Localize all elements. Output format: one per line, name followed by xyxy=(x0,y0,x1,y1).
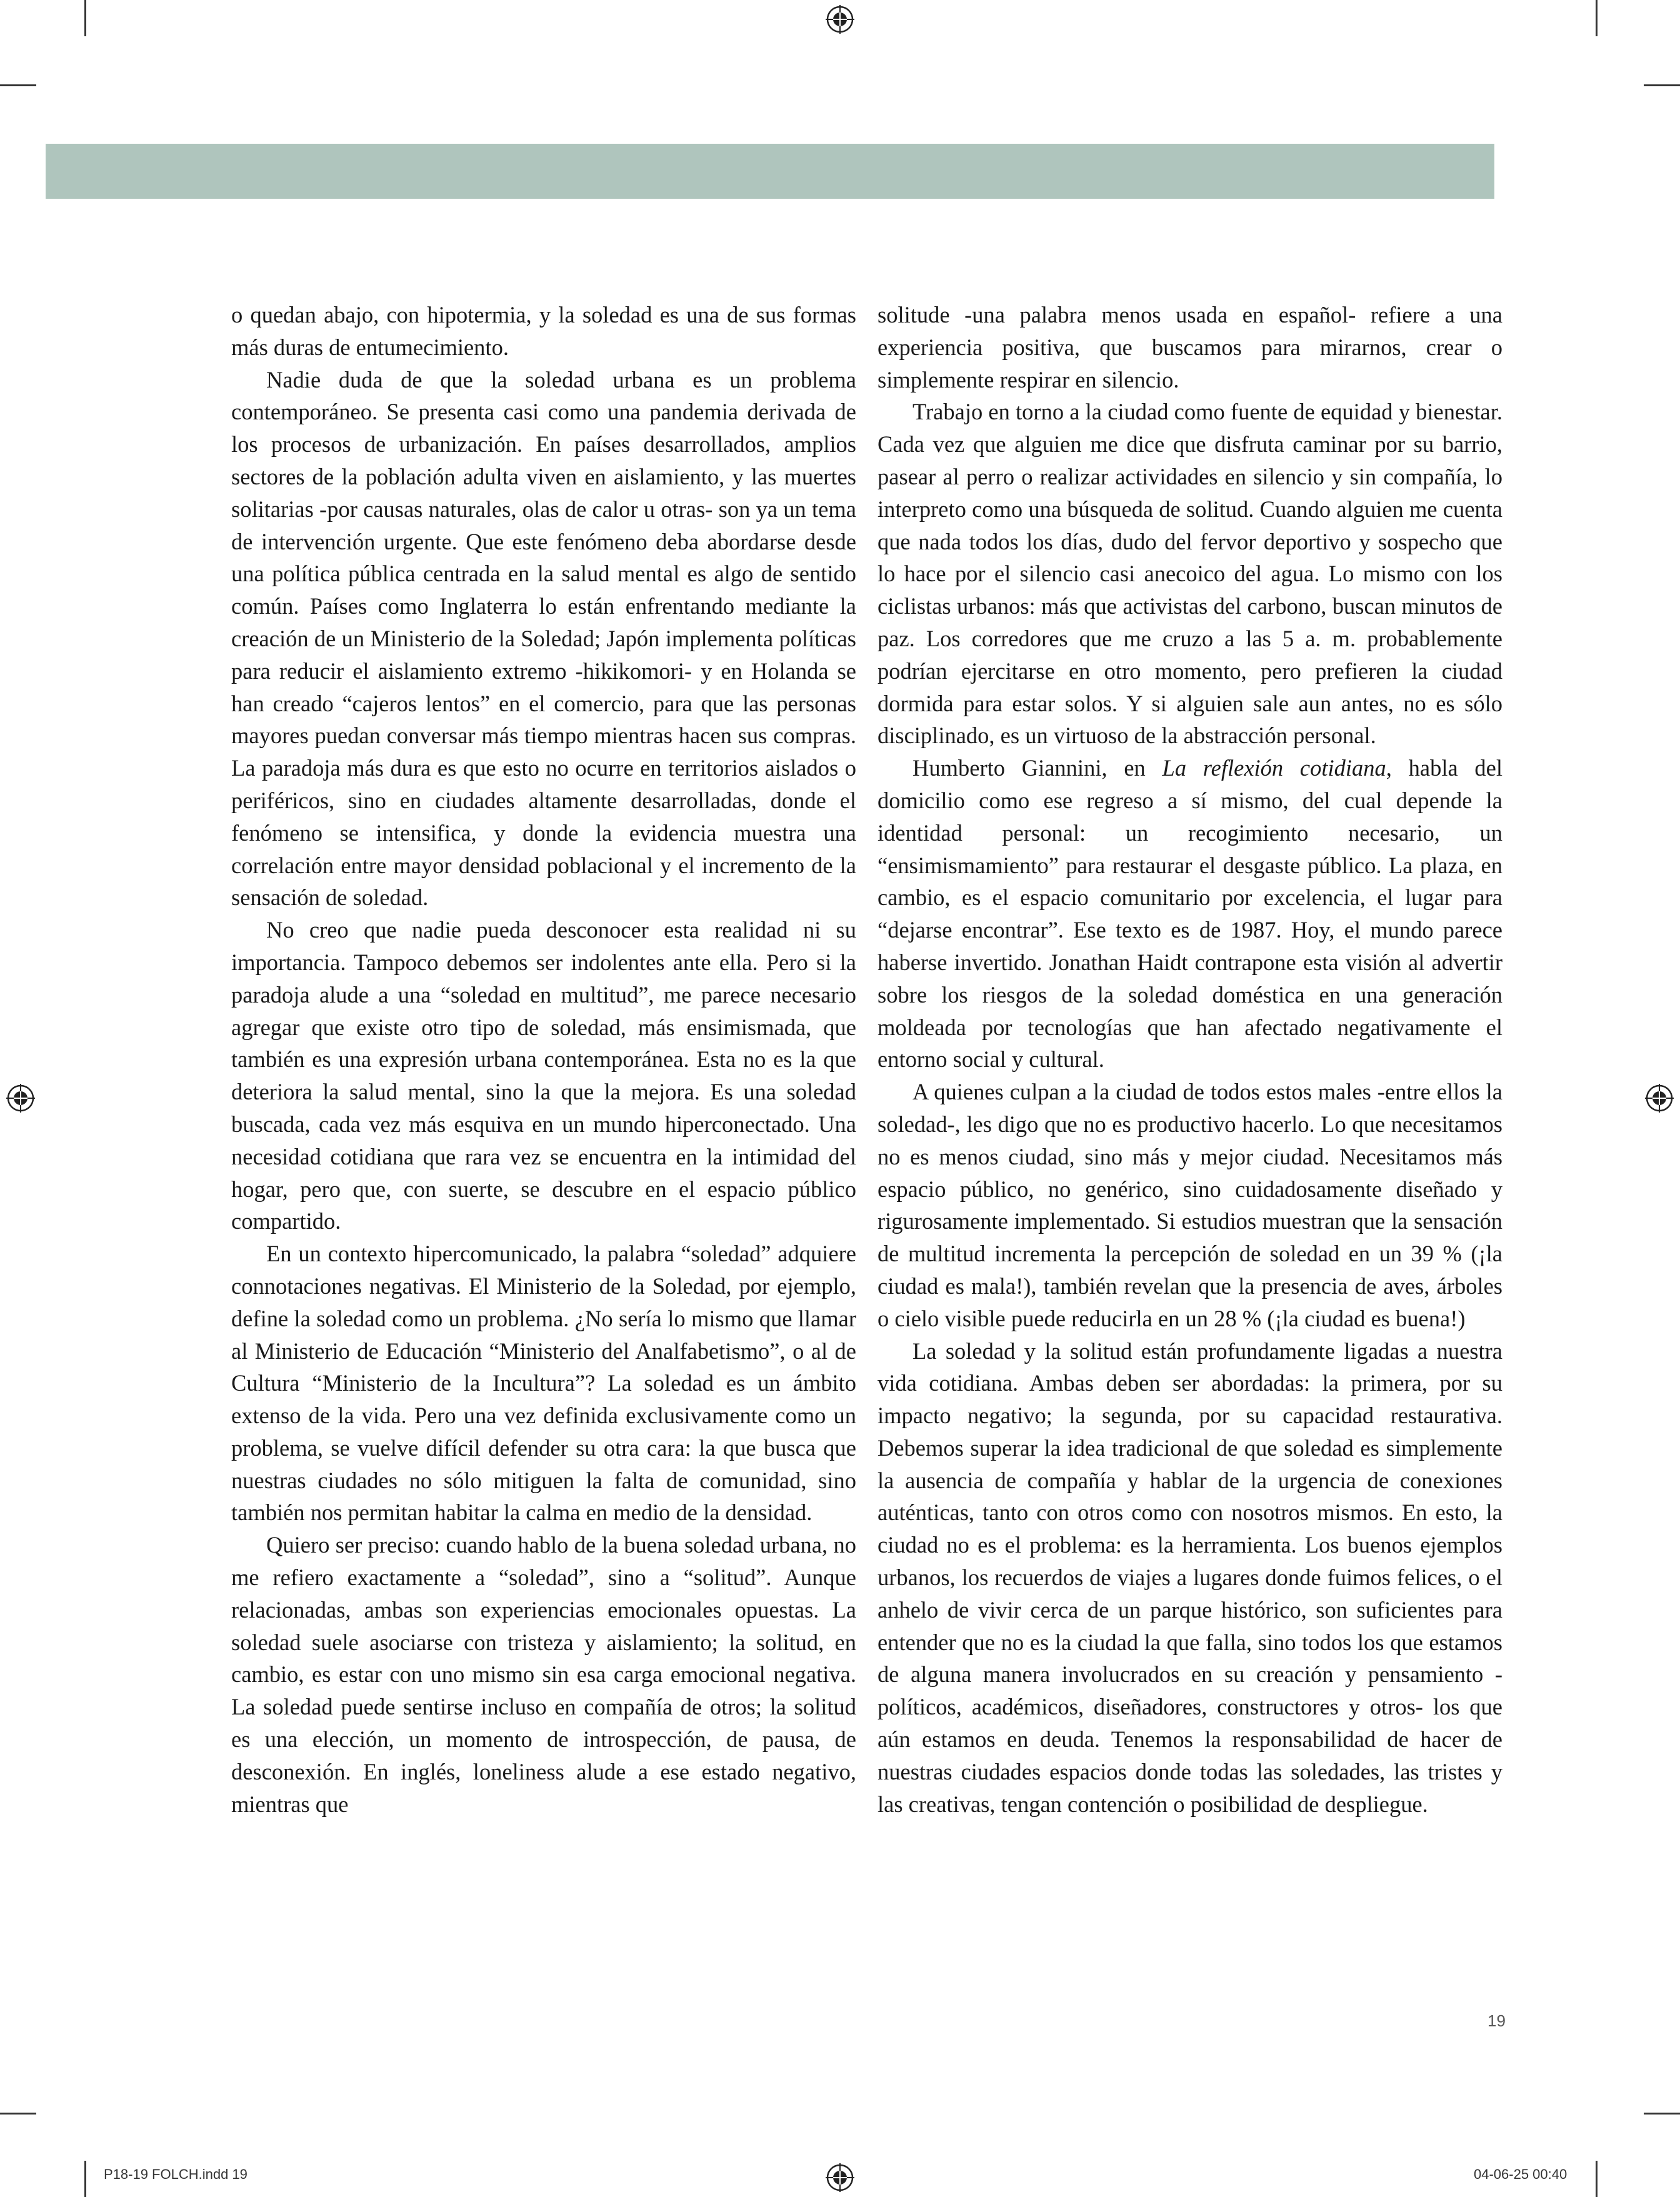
crop-mark-top-right-horizontal xyxy=(1644,84,1680,86)
crop-mark-bottom-left-horizontal xyxy=(0,2113,36,2114)
paragraph xyxy=(878,752,1502,1076)
paragraph: o quedan abajo, con hipotermia, y la soledad es una de sus formas más duras de entumecimiento. xyxy=(231,302,856,360)
header-color-band xyxy=(46,144,1494,199)
registration-mark-top-icon xyxy=(826,5,854,34)
left-text-column xyxy=(231,299,856,1820)
slug-file-name: P18-19 FOLCH.indd 19 xyxy=(104,2166,248,2182)
crop-mark-top-right xyxy=(1596,0,1598,36)
right-text-column xyxy=(878,299,1502,1820)
book-title: La reflexión cotidiana xyxy=(1162,755,1386,781)
paragraph: En un contexto hipercomunicado, la palabra “soledad” adquiere connotaciones negativas. El Ministerio de la Soledad, por ejemplo, define la soledad como un problema. ¿No sería lo mismo que llamar al Ministerio de Educación “Ministerio del Analfabetismo”, o al de Cultura “Ministerio de la Incultura”? La soledad es un ámbito extenso de la vida. Pero una vez definida exclusivamente como un problema, se vuelve difícil defender su otra cara: la que busca que nuestras ciudades no sólo mitiguen la falta de comunidad, sino también nos permitan habitar la calma en medio de la densidad. xyxy=(231,1241,856,1526)
paragraph: Quiero ser preciso: cuando hablo de la buena soledad urbana, no me refiero exactamente a “soledad”, sino a “solitud”. Aunque relacionadas, ambas son experiencias emocionales opuestas. La soledad suele asociarse con tristeza y aislamiento; la solitud, en cambio, es estar con uno mismo sin esa carga emocional negativa. La soledad puede sentirse incluso en compañía de otros; la solitud es una elección, un momento de introspección, de pausa, de desconexión. En inglés, loneliness alude a ese estado negativo, mientras que xyxy=(231,1532,856,1817)
crop-mark-bottom-left xyxy=(84,2161,86,2197)
crop-mark-top-left xyxy=(84,0,86,36)
paragraph-text: , habla del domicilio como ese regreso a sí mismo, del cual depende la identidad personal: un recogimiento necesario, un “ensimismamiento” para restaurar el desgaste público. La plaza, en cambio, es el espacio comunitario por excelencia, el lugar para “dejarse encontrar”. Ese texto es de 1987. Hoy, el mundo parece haberse invertido. Jonathan Haidt contrapone esta visión al advertir sobre los riesgos de la soledad doméstica en una generación moldeada por tecnologías que han afectado negativamente el entorno social y cultural. xyxy=(878,755,1503,1073)
paragraph: solitude -una palabra menos usada en español- refiere a una experiencia positiva, que buscamos para mirarnos, crear o simplemente respirar en silencio. xyxy=(878,302,1502,393)
paragraph: Trabajo en torno a la ciudad como fuente de equidad y bienestar. Cada vez que alguien me dice que disfruta caminar por su barrio, pasear al perro o realizar actividades en silencio y sin compañía, lo interpreto como una búsqueda de solitud. Cuando alguien me cuenta que nada todos los días, dudo del fervor deportivo y sospecho que lo hace por el silencio casi anecoico del agua. Lo mismo con los ciclistas urbanos: más que activistas del carbono, buscan minutos de paz. Los corredores que me cruzo a las 5 a. m. probablemente podrían ejercitarse en otro momento, pero prefieren la ciudad dormida para estar solos. Y si alguien sale aun antes, no es sólo disciplinado, es un virtuoso de la abstracción personal. xyxy=(878,399,1502,749)
paragraph: La soledad y la solitud están profundamente ligadas a nuestra vida cotidiana. Ambas deben ser abordadas: la primera, por su impacto negativo; la segunda, por su capacidad restaurativa. Debemos superar la idea tradicional de que soledad es simplemente la ausencia de compañía y hablar de la urgencia de conexiones auténticas, tanto con otros como con nosotros mismos. En esto, la ciudad no es el problema: es la herramienta. Los buenos ejemplos urbanos, los recuerdos de viajes a lugares donde fuimos felices, o el anhelo de vivir cerca de un parque histórico, son suficientes para entender que no es la ciudad la que falla, sino todos los que estamos de alguna manera involucrados en su creación y pensamiento -políticos, académicos, diseñadores, constructores y otros- los que aún estamos en deuda. Tenemos la responsabilidad de hacer de nuestras ciudades espacios donde todas las soledades, las tristes y las creativas, tengan contención o posibilidad de despliegue. xyxy=(878,1338,1502,1817)
registration-mark-bottom-icon xyxy=(826,2163,854,2192)
paragraph-text: Humberto Giannini, en xyxy=(912,755,1162,781)
registration-mark-right-icon xyxy=(1645,1084,1674,1113)
paragraph: Nadie duda de que la soledad urbana es un problema contemporáneo. Se presenta casi como una pandemia derivada de los procesos de urbanización. En países desarrollados, amplios sectores de la población adulta viven en aislamiento, y las muertes solitarias -por causas naturales, olas de calor u otras- son ya un tema de intervención urgente. Que este fenómeno deba abordarse desde una política pública centrada en la salud mental es algo de sentido común. Países como Inglaterra lo están enfrentando mediante la creación de un Ministerio de la Soledad; Japón implementa políticas para reducir el aislamiento extremo -hikikomori- y en Holanda se han creado “cajeros lentos” en el comercio, para que las personas mayores puedan conversar más tiempo mientras hacen sus compras. La paradoja más dura es que esto no ocurre en territorios aislados o periféricos, sino en ciudades altamente desarrolladas, donde el fenómeno se intensifica, y donde la evidencia muestra una correlación entre mayor densidad poblacional y el incremento de la sensación de soledad. xyxy=(231,366,856,911)
crop-mark-bottom-right xyxy=(1596,2161,1598,2197)
crop-mark-top-left-horizontal xyxy=(0,84,36,86)
crop-mark-bottom-right-horizontal xyxy=(1644,2113,1680,2114)
paragraph: A quienes culpan a la ciudad de todos estos males -entre ellos la soledad-, les digo que no es productivo hacerlo. Lo que necesitamos no es menos ciudad, sino más y mejor ciudad. Necesitamos más espacio público, no genérico, sino cuidadosamente diseñado y rigurosamente implementado. Si estudios muestran que la sensación de multitud incrementa la percepción de soledad en un 39 % (¡la ciudad es mala!), también revelan que la presencia de aves, árboles o cielo visible puede reducirla en un 28 % (¡la ciudad es buena!) xyxy=(878,1079,1502,1331)
registration-mark-left-icon xyxy=(6,1084,35,1113)
page-number: 19 xyxy=(1488,2011,1506,2030)
paragraph: No creo que nadie pueda desconocer esta realidad ni su importancia. Tampoco debemos ser indolentes ante ella. Pero si la paradoja alude a una “soledad en multitud”, me parece necesario agregar que existe otro tipo de soledad, más ensimismada, que también es una expresión urbana contemporánea. Esta no es la que deteriora la salud mental, sino la que la mejora. Es una soledad buscada, cada vez más esquiva en un mundo hiperconectado. Una necesidad cotidiana que rara vez se encuentra en la intimidad del hogar, pero que, con suerte, se descubre en el espacio público compartido. xyxy=(231,917,856,1234)
slug-datetime: 04-06-25 00:40 xyxy=(1474,2166,1568,2182)
